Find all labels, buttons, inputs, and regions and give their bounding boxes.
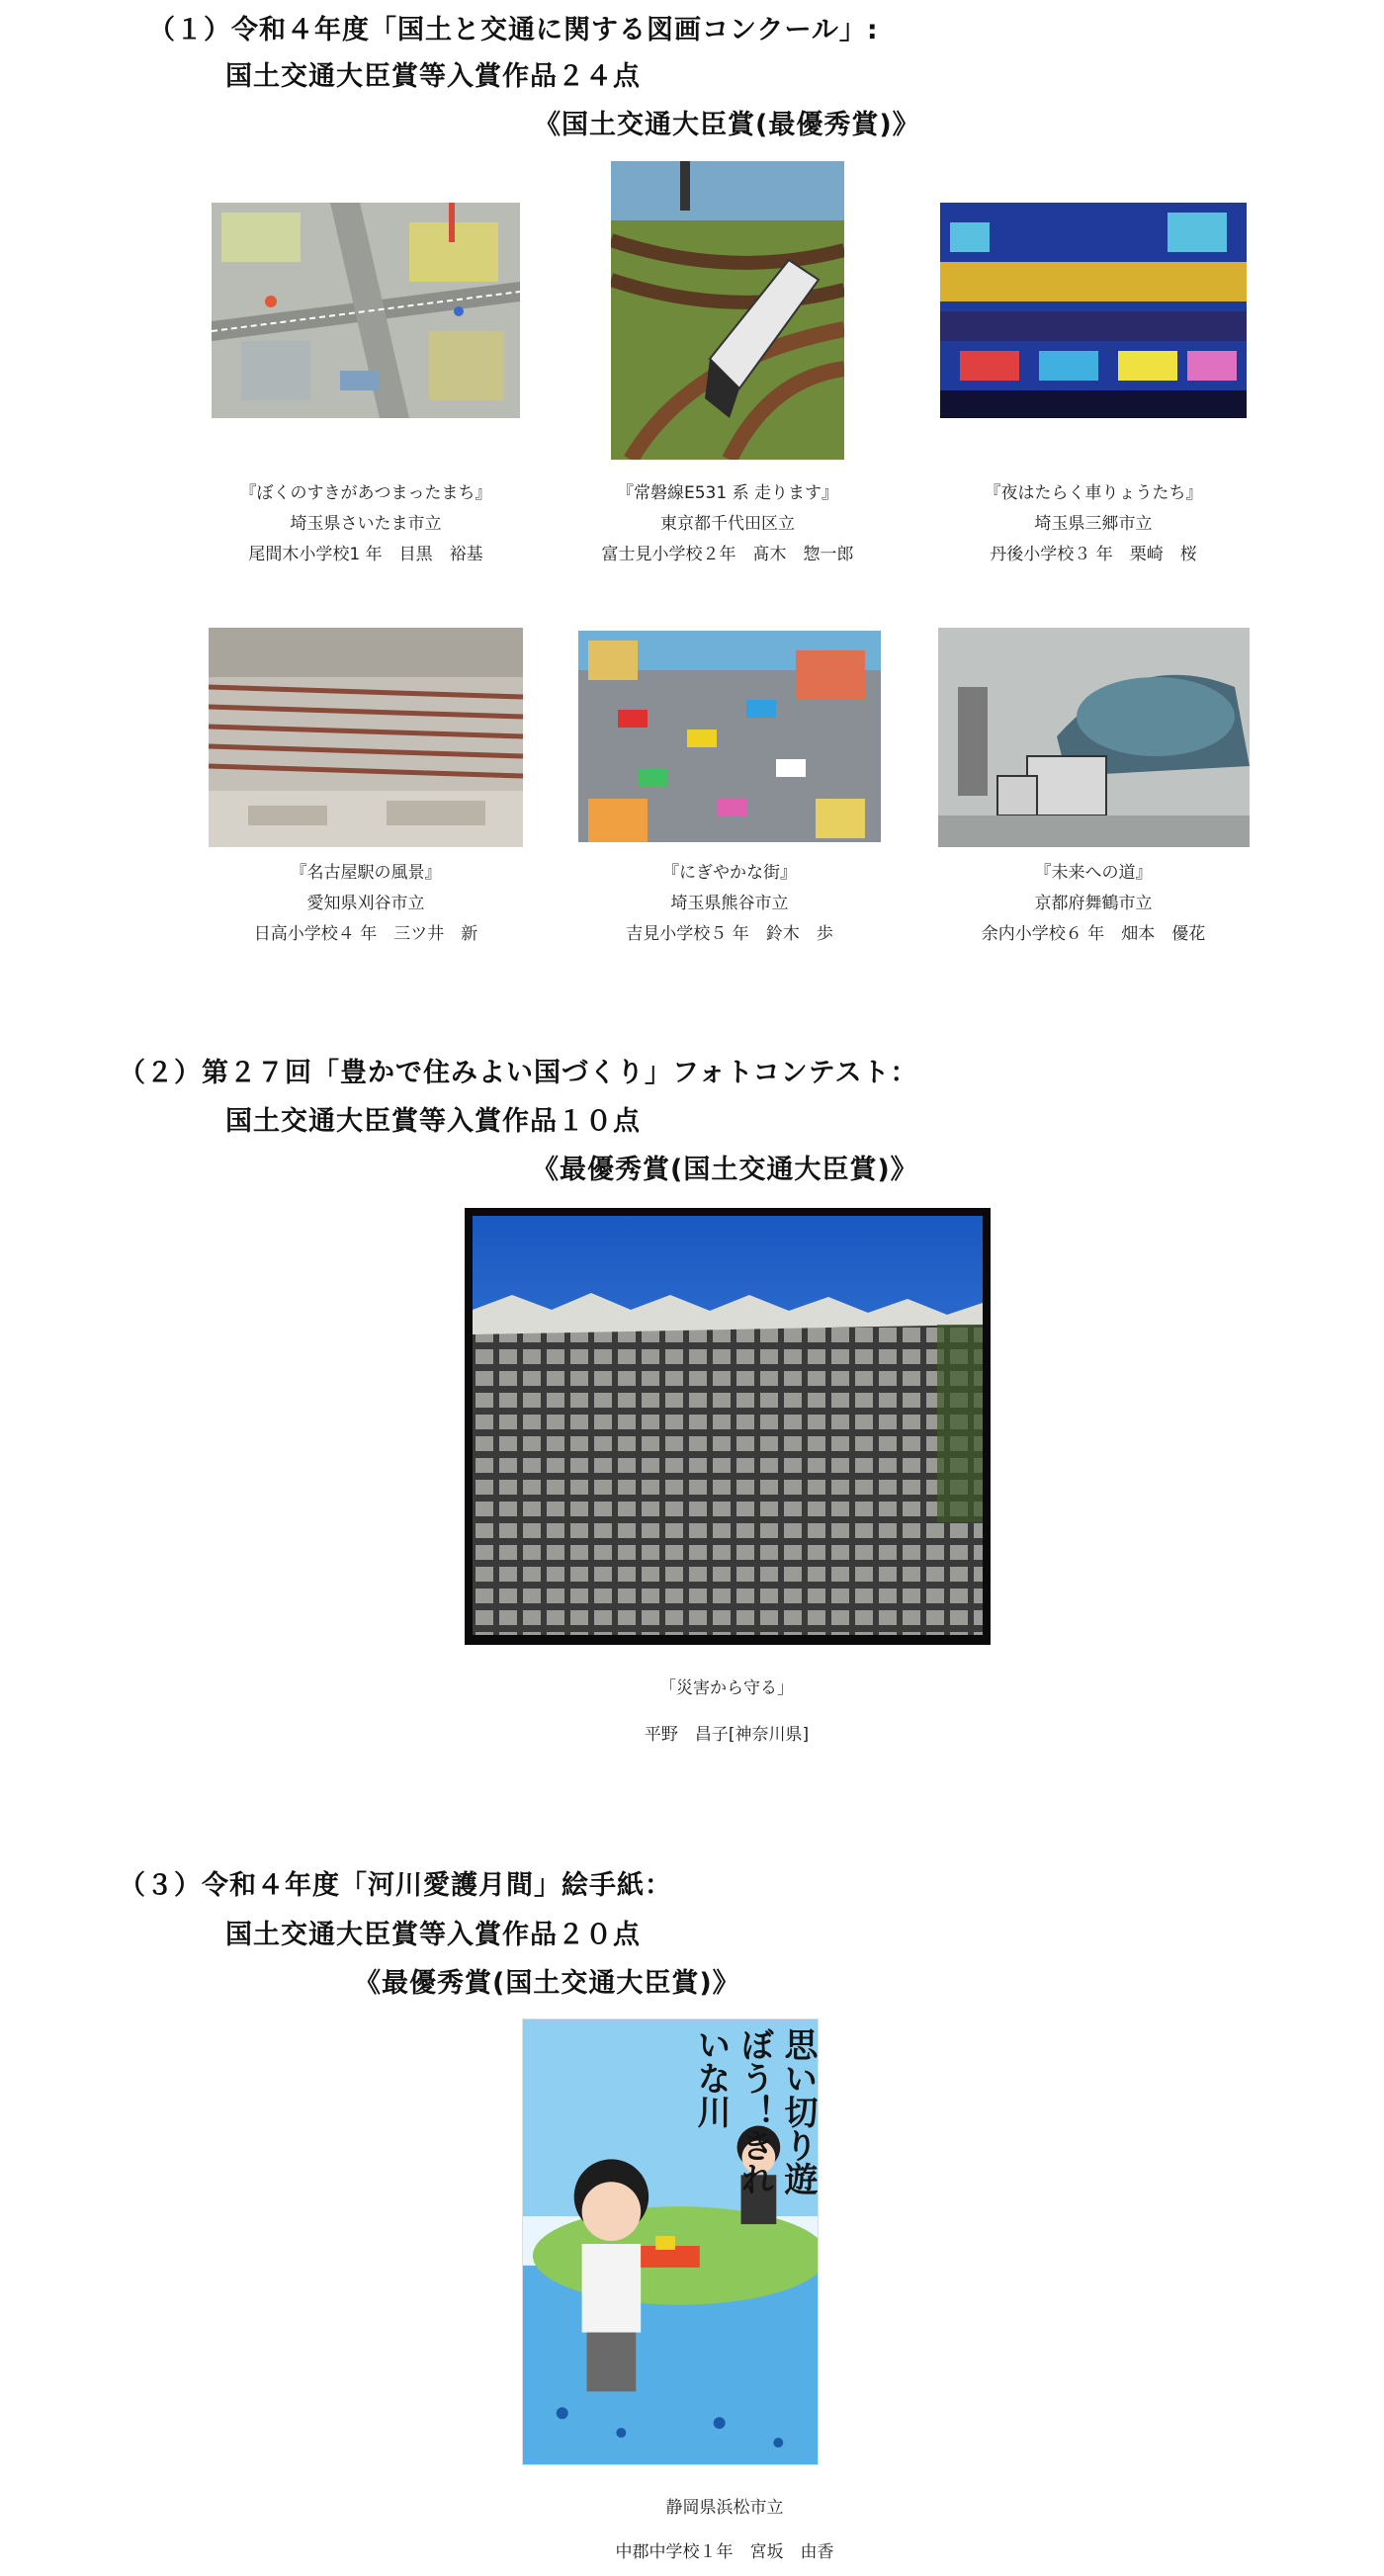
artwork2-place: 東京都千代田区立 [660, 514, 795, 534]
letter-author: 中郡中学校１年 宮坂 由香 [615, 2542, 834, 2562]
section1-subtitle: 国土交通大臣賞等入賞作品２４点 [225, 61, 641, 92]
photo-retaining-wall [473, 1216, 983, 1635]
artwork-night-vehicles [940, 203, 1247, 418]
artwork4-title: 『名古屋駅の風景』 [290, 863, 442, 883]
artwork4-caption [217, 858, 514, 950]
artwork1-author: 尾間木小学校1 年 目黒 裕基 [248, 545, 483, 564]
artwork5-caption [583, 858, 876, 950]
section2-subtitle: 国土交通大臣賞等入賞作品１０点 [225, 1106, 641, 1137]
artwork6-caption [945, 858, 1242, 950]
artwork2-author: 富士見小学校２年 髙木 惣一郎 [601, 545, 854, 564]
artwork3-place: 埼玉県三郷市立 [1034, 514, 1153, 534]
photo-author: 平野 昌子[神奈川県] [644, 1725, 810, 1745]
artwork6-author: 余内小学校６ 年 畑本 優花 [981, 924, 1206, 944]
section2-award: 《最優秀賞(国土交通大臣賞)》 [532, 1155, 918, 1185]
artwork5-title: 『にぎやかな街』 [662, 863, 797, 883]
artwork3-caption [945, 478, 1242, 570]
artwork-train-tracks [611, 161, 844, 460]
section3-award: 《最優秀賞(国土交通大臣賞)》 [354, 1968, 740, 1999]
section3-title: （３）令和４年度「河川愛護月間」絵手紙： [119, 1870, 672, 1901]
artwork6-place: 京都府舞鶴市立 [1034, 894, 1153, 913]
artwork5-author: 吉見小学校５ 年 鈴木 歩 [626, 924, 833, 944]
artwork-busy-street [578, 631, 881, 842]
photo-title: 「災害から守る」 [659, 1678, 794, 1698]
artwork4-author: 日高小学校４ 年 三ツ井 新 [253, 924, 478, 944]
artwork2-title: 『常磐線E531 系 走ります』 [617, 483, 838, 503]
section1-title: （１）令和４年度「国土と交通に関する図画コンクール」: [148, 15, 879, 45]
artwork6-title: 『未来への道』 [1034, 863, 1153, 883]
artwork4-place: 愛知県刈谷市立 [306, 894, 425, 913]
artwork1-caption [217, 478, 514, 570]
section2-title: （２）第２７回「豊かで住みよい国づくり」フォトコンテスト： [119, 1058, 918, 1088]
artwork5-place: 埼玉県熊谷市立 [670, 894, 789, 913]
artwork2-caption [578, 478, 877, 570]
photo-frame [465, 1208, 991, 1645]
artwork1-title: 『ぼくのすきがあつまったまち』 [239, 483, 492, 503]
letter-place: 静岡県浜松市立 [665, 2498, 784, 2518]
letter-text: 思い切り遊ぼう！きれいな川 [691, 2027, 818, 2195]
section3-subtitle: 国土交通大臣賞等入賞作品２０点 [225, 1920, 641, 1950]
picture-letter-river [522, 2018, 819, 2465]
artwork3-author: 丹後小学校３ 年 栗崎 桜 [990, 545, 1197, 564]
section1-award: 《国土交通大臣賞(最優秀賞)》 [534, 110, 920, 140]
artwork-future-road [938, 628, 1250, 847]
artwork-town-roads [212, 203, 520, 418]
artwork1-place: 埼玉県さいたま市立 [290, 514, 442, 534]
artwork-station-tracks [209, 628, 523, 847]
artwork3-title: 『夜はたらく車りょうたち』 [984, 483, 1203, 503]
